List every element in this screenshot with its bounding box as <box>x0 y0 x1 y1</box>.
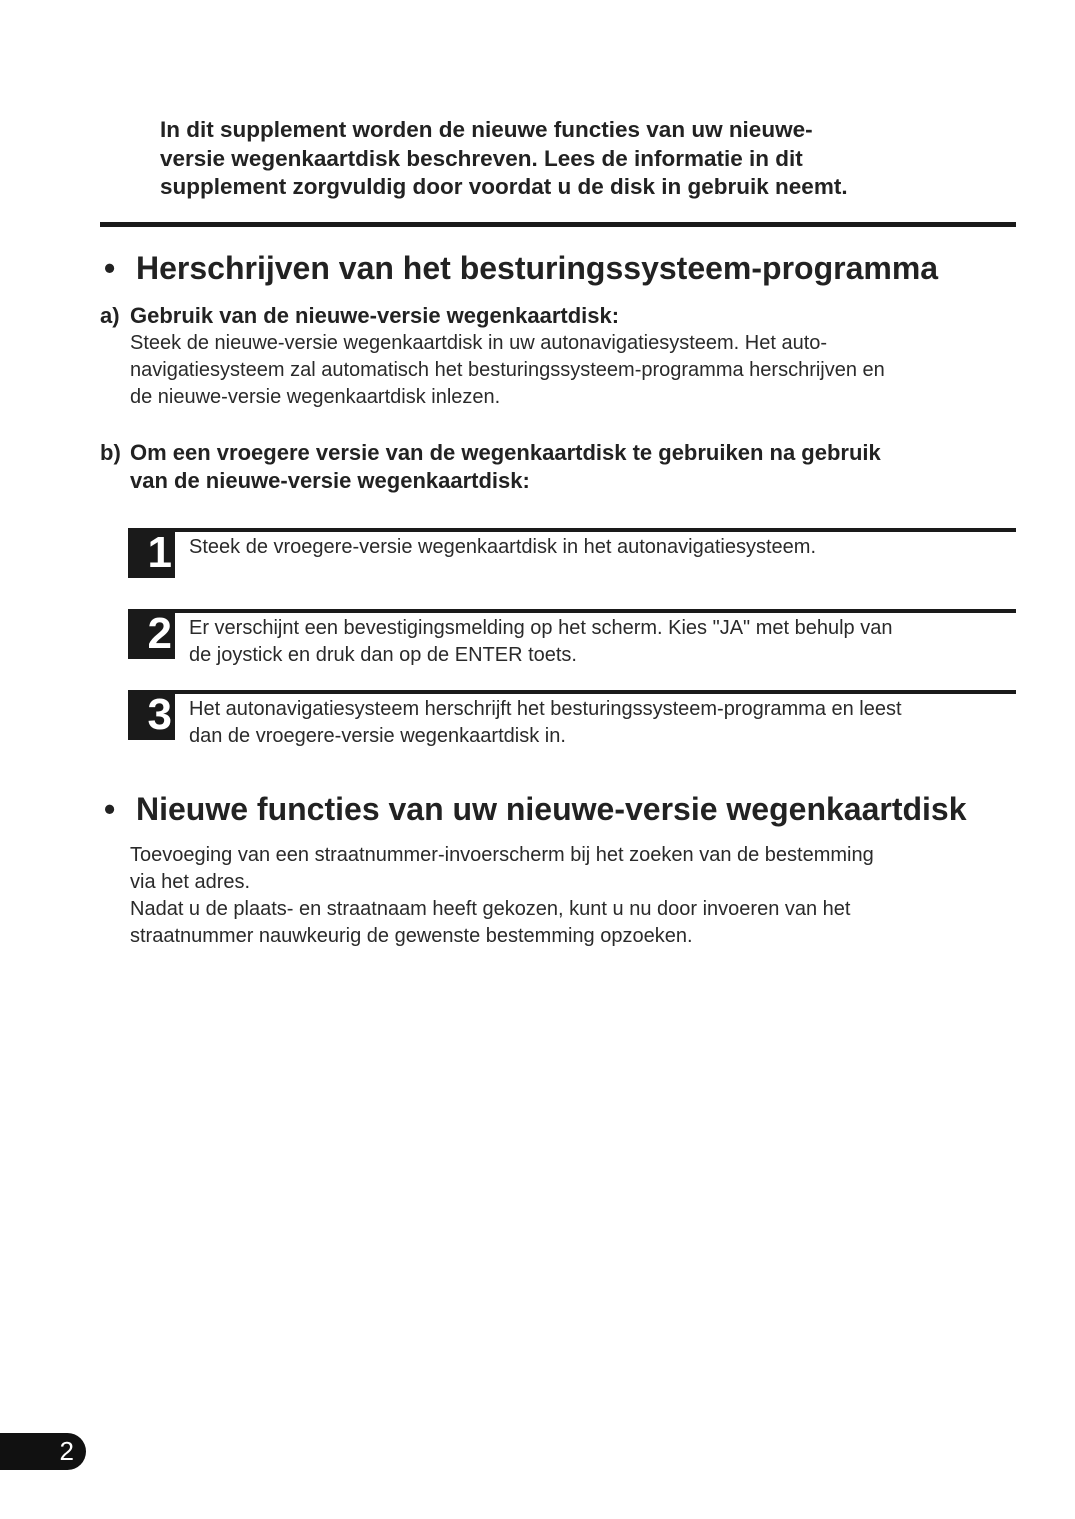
step-text <box>189 534 816 561</box>
header-divider <box>100 222 1016 227</box>
section-heading-rewrite <box>104 250 938 286</box>
step-line: dan de vroegere-versie wegenkaartdisk in. <box>189 725 566 747</box>
step-divider <box>128 690 1016 694</box>
step-line: Er verschijnt een bevestigingsmelding op het scherm. Kies "JA" met behulp van <box>189 617 893 639</box>
bullet-icon: • <box>104 791 116 827</box>
body-line: Toevoeging van een straatnummer-invoerscherm bij het zoeken van de bestemming <box>130 844 874 866</box>
subsection-a <box>100 302 1020 411</box>
subsection-b <box>100 439 1020 495</box>
intro-line: supplement zorgvuldig door voordat u de disk in gebruik neemt. <box>160 174 848 199</box>
step-divider <box>128 609 1016 613</box>
section-heading-text: Nieuwe functies van uw nieuwe-versie wegenkaartdisk <box>136 791 967 827</box>
subsection-marker: a) <box>100 303 120 328</box>
subsection-b-title <box>100 439 1020 495</box>
body-line: de nieuwe-versie wegenkaartdisk inlezen. <box>130 386 501 408</box>
body-line: navigatiesysteem zal automatisch het besturingssysteem-programma herschrijven en <box>130 359 885 381</box>
page-number-tab <box>0 1433 86 1470</box>
bullet-icon: • <box>104 250 116 286</box>
page-number: 2 <box>59 1436 74 1466</box>
subsection-a-body <box>100 330 1020 411</box>
section-heading-text: Herschrijven van het besturingssysteem-programma <box>136 250 939 286</box>
body-line: Nadat u de plaats- en straatnaam heeft gekozen, kunt u nu door invoeren van het <box>130 898 851 920</box>
section-2-paragraph <box>100 842 1020 950</box>
intro-line: In dit supplement worden de nieuwe functies van uw nieuwe- <box>160 117 813 142</box>
subsection-title-text: Gebruik van de nieuwe-versie wegenkaartdisk: <box>130 303 620 328</box>
subsection-title-text: Om een vroegere versie van de wegenkaartdisk te gebruiken na gebruik <box>130 440 881 465</box>
step-number-badge: 1 <box>128 528 175 578</box>
step-number-badge: 2 <box>128 609 175 659</box>
step-line: Het autonavigatiesysteem herschrijft het besturingssysteem-programma en leest <box>189 698 902 720</box>
step-divider <box>128 528 1016 532</box>
body-line: via het adres. <box>130 871 251 893</box>
step-text <box>189 615 892 669</box>
intro-paragraph <box>160 116 960 202</box>
step-number-badge: 3 <box>128 690 175 740</box>
section-heading-new-functions <box>104 791 967 827</box>
subsection-a-title <box>100 302 1020 330</box>
body-line: Steek de nieuwe-versie wegenkaartdisk in uw autonavigatiesysteem. Het auto- <box>130 332 828 354</box>
subsection-title-text: van de nieuwe-versie wegenkaartdisk: <box>130 468 530 493</box>
body-line: straatnummer nauwkeurig de gewenste bestemming opzoeken. <box>130 925 693 947</box>
section-2-body <box>100 842 1020 950</box>
subsection-marker: b) <box>100 440 121 465</box>
intro-line: versie wegenkaartdisk beschreven. Lees de informatie in dit <box>160 145 803 171</box>
step-line: Steek de vroegere-versie wegenkaartdisk in het autonavigatiesysteem. <box>189 536 817 558</box>
step-line: de joystick en druk dan op de ENTER toets. <box>189 644 577 666</box>
step-text <box>189 696 902 750</box>
